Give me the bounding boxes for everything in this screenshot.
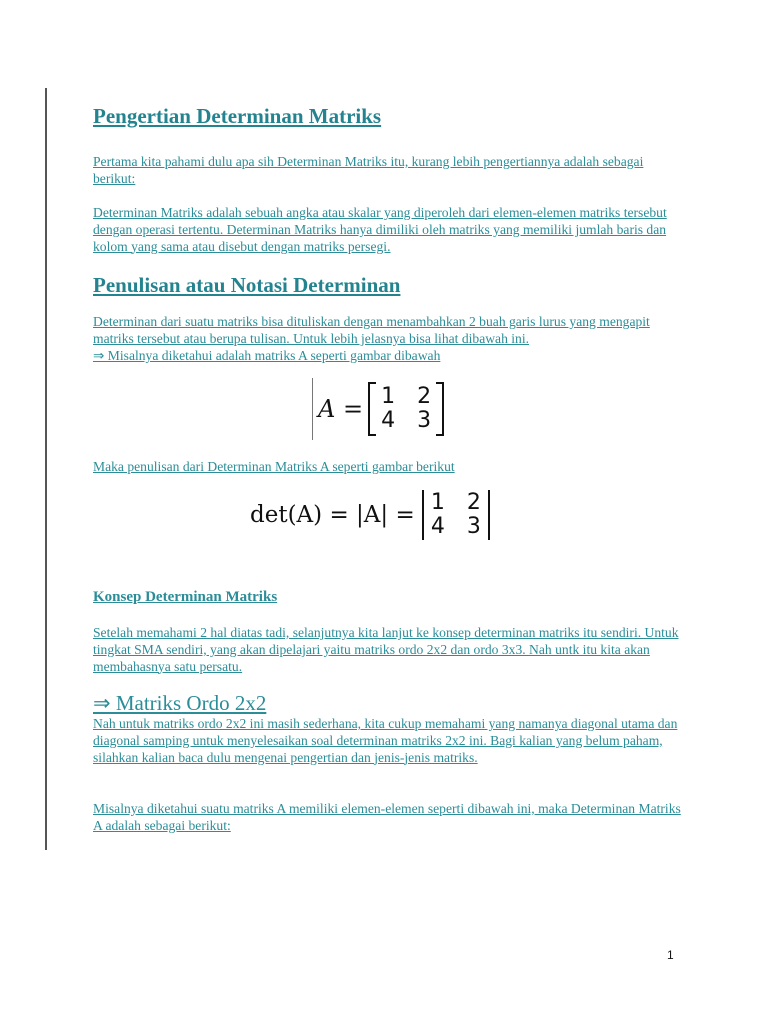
paragraph-misalnya-2x2[interactable]: Misalnya diketahui suatu matriks A memiliki elemen-elemen seperti dibawah ini, maka Determinan Matriks A adalah sebagai berikut: [93, 801, 681, 833]
equation-lhs: det(A) = |A| = [250, 502, 415, 528]
determinant-bar-right [488, 490, 490, 540]
matrix-cell: 1 [381, 384, 396, 409]
matrix-cell: 1 [430, 490, 445, 515]
heading-pengertian[interactable]: Pengertian Determinan Matriks [93, 104, 382, 128]
paragraph-notasi[interactable]: Determinan dari suatu matriks bisa dituliskan dengan menambahkan 2 buah garis lurus yang mengapit matriks tersebut atau berupa tulisan. Untuk lebih jelasnya bisa lihat dibawah ini. [93, 314, 650, 346]
equation-lhs: A = [318, 395, 364, 423]
matrix-cell: 4 [430, 514, 445, 539]
paragraph-intro[interactable]: Pertama kita pahami dulu apa sih Determinan Matriks itu, kurang lebih pengertiannya adalah sebagai berikut: [93, 154, 644, 186]
heading-konsep[interactable]: Konsep Determinan Matriks [93, 589, 278, 605]
heading-notasi[interactable]: Penulisan atau Notasi Determinan [93, 273, 401, 297]
det-matrix-cells [426, 491, 486, 539]
page-number: 1 [667, 948, 674, 962]
heading-ordo-2x2[interactable]: ⇒ Matriks Ordo 2x2 [93, 691, 267, 715]
paragraph-konsep[interactable]: Setelah memahami 2 hal diatas tadi, selanjutnya kita lanjut ke konsep determinan matriks itu sendiri. Untuk tingkat SMA sendiri, yang akan dipelajari yaitu matriks ordo 2x2 dan ordo 3x3. Nah untk itu kita akan membahasnya satu persatu. [93, 625, 679, 674]
bracket-right [436, 382, 444, 436]
paragraph-ordo-2x2[interactable]: Nah untuk matriks ordo 2x2 ini masih sederhana, kita cukup memahami yang namanya diagonal utama dan diagonal samping untuk menyelesaikan soal determinan matriks 2x2 ini. Bagi kalian yang belum paham, silahkan kalian baca dulu mengenai pengertian dan jenis-jenis matriks. [93, 716, 678, 765]
text-cursor-line [312, 378, 313, 440]
equation-matrix-a [318, 382, 444, 436]
matrix-cell: 2 [466, 490, 481, 515]
matrix-cell: 4 [381, 408, 396, 433]
matrix-a-cells [376, 385, 436, 433]
matrix-cell: 3 [417, 408, 432, 433]
paragraph-maka[interactable]: Maka penulisan dari Determinan Matriks A seperti gambar berikut [93, 459, 455, 474]
paragraph-misalnya[interactable]: ⇒ Misalnya diketahui adalah matriks A seperti gambar dibawah [93, 348, 441, 363]
equation-det-a [250, 490, 492, 540]
paragraph-definition[interactable]: Determinan Matriks adalah sebuah angka atau skalar yang diperoleh dari elemen-elemen matriks tersebut dengan operasi tertentu. Determinan Matriks hanya dimiliki oleh matriks yang memiliki jumlah baris dan kolom yang sama atau disebut dengan matriks persegi. [93, 205, 667, 254]
matrix-cell: 2 [417, 384, 432, 409]
matrix-cell: 3 [466, 514, 481, 539]
bracket-left [368, 382, 376, 436]
determinant-bar-left [422, 490, 424, 540]
page-left-border [45, 88, 47, 850]
